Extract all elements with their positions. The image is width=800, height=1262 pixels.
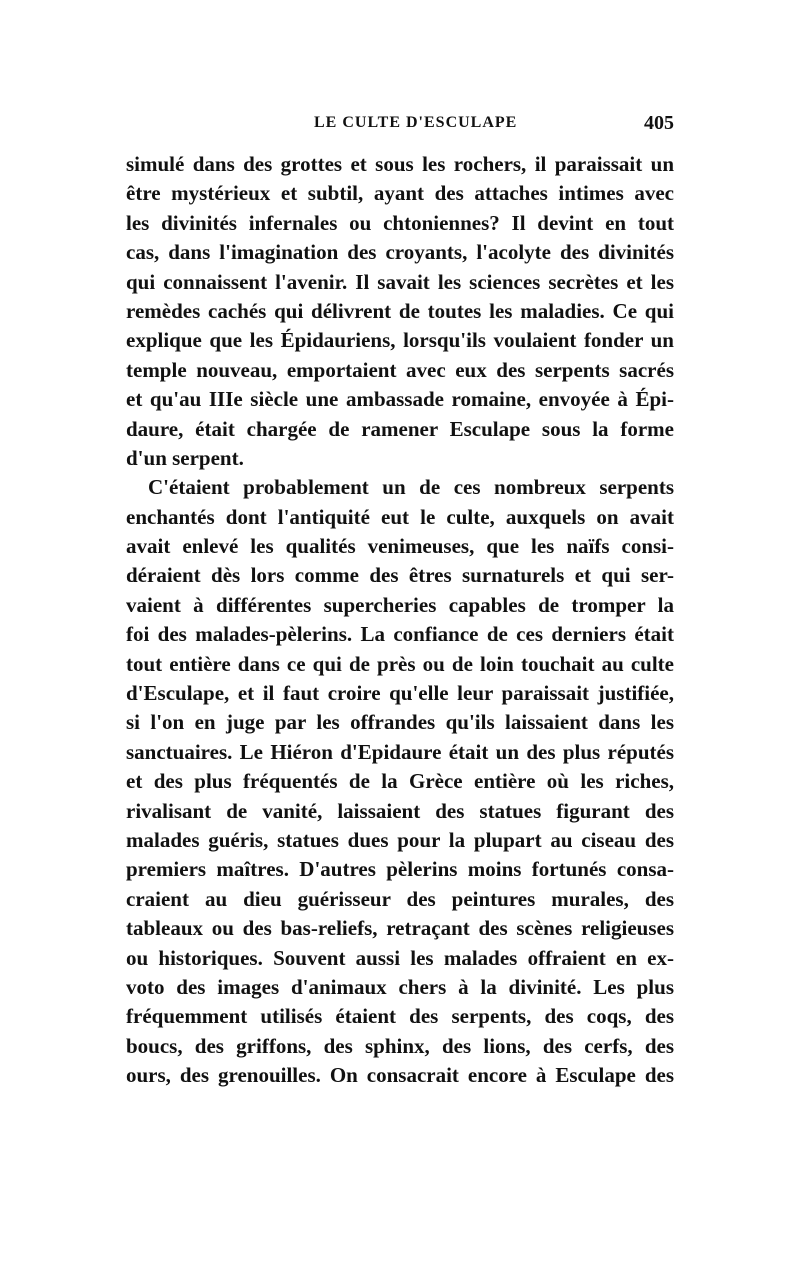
- text-line: boucs, des griffons, des sphinx, des lions, des cerfs, des: [126, 1033, 674, 1058]
- page-number: 405: [644, 112, 674, 134]
- text-line: vaient à différentes supercheries capables de tromper la: [126, 592, 674, 617]
- text-line: les divinités infernales ou chtoniennes? Il devint en tout: [126, 210, 674, 235]
- text-line: d'un serpent.: [126, 445, 244, 470]
- text-line: daure, était chargée de ramener Esculape sous la forme: [126, 416, 674, 441]
- text-line: ours, des grenouilles. On consacrait encore à Esculape des: [126, 1063, 674, 1088]
- text-line: tableaux ou des bas-reliefs, retraçant des scènes religieuses: [126, 916, 674, 941]
- text-line: C'étaient probablement un de ces nombreux serpents: [148, 475, 674, 500]
- text-line: voto des images d'animaux chers à la divinité. Les plus: [126, 974, 674, 999]
- text-line: craient au dieu guérisseur des peintures murales, des: [126, 886, 674, 911]
- text-line: tout entière dans ce qui de près ou de loin touchait au culte: [126, 651, 674, 676]
- text-line: foi des malades-pèlerins. La confiance de ces derniers était: [126, 622, 674, 647]
- text-line: ou historiques. Souvent aussi les malades offraient en ex-: [126, 945, 674, 970]
- text-line: remèdes cachés qui délivrent de toutes les maladies. Ce qui: [126, 298, 674, 323]
- text-line: et qu'au IIIe siècle une ambassade romaine, envoyée à Épi-: [126, 387, 674, 412]
- paragraph-1: [126, 150, 674, 473]
- text-line: explique que les Épidauriens, lorsqu'ils voulaient fonder un: [126, 328, 674, 353]
- text-line: être mystérieux et subtil, ayant des attaches intimes avec: [126, 181, 674, 206]
- text-line: premiers maîtres. D'autres pèlerins moins fortunés consa-: [126, 857, 674, 882]
- text-line: avait enlevé les qualités venimeuses, que les naïfs consi-: [126, 534, 674, 559]
- text-line: déraient dès lors comme des êtres surnaturels et qui ser-: [126, 563, 674, 588]
- text-line: qui connaissent l'avenir. Il savait les sciences secrètes et les: [126, 269, 674, 294]
- text-line: cas, dans l'imagination des croyants, l'acolyte des divinités: [126, 240, 674, 265]
- text-line: et des plus fréquentés de la Grèce entière où les riches,: [126, 769, 674, 794]
- text-line: sanctuaires. Le Hiéron d'Epidaure était un des plus réputés: [126, 739, 674, 764]
- paragraph-2: [126, 473, 674, 1090]
- text-line: fréquemment utilisés étaient des serpents, des coqs, des: [126, 1004, 674, 1029]
- running-title: LE CULTE D'ESCULAPE: [314, 114, 518, 131]
- text-line: temple nouveau, emportaient avec eux des serpents sacrés: [126, 357, 674, 382]
- text-line: si l'on en juge par les offrandes qu'ils laissaient dans les: [126, 710, 674, 735]
- body-text: [126, 150, 674, 1091]
- text-line: enchantés dont l'antiquité eut le culte, auxquels on avait: [126, 504, 674, 529]
- text-line: malades guéris, statues dues pour la plupart au ciseau des: [126, 827, 674, 852]
- text-line: d'Esculape, et il faut croire qu'elle leur paraissait justifiée,: [126, 681, 674, 706]
- running-head: [126, 114, 674, 140]
- text-line: rivalisant de vanité, laissaient des statues figurant des: [126, 798, 674, 823]
- text-line: simulé dans des grottes et sous les rochers, il paraissait un: [126, 152, 674, 176]
